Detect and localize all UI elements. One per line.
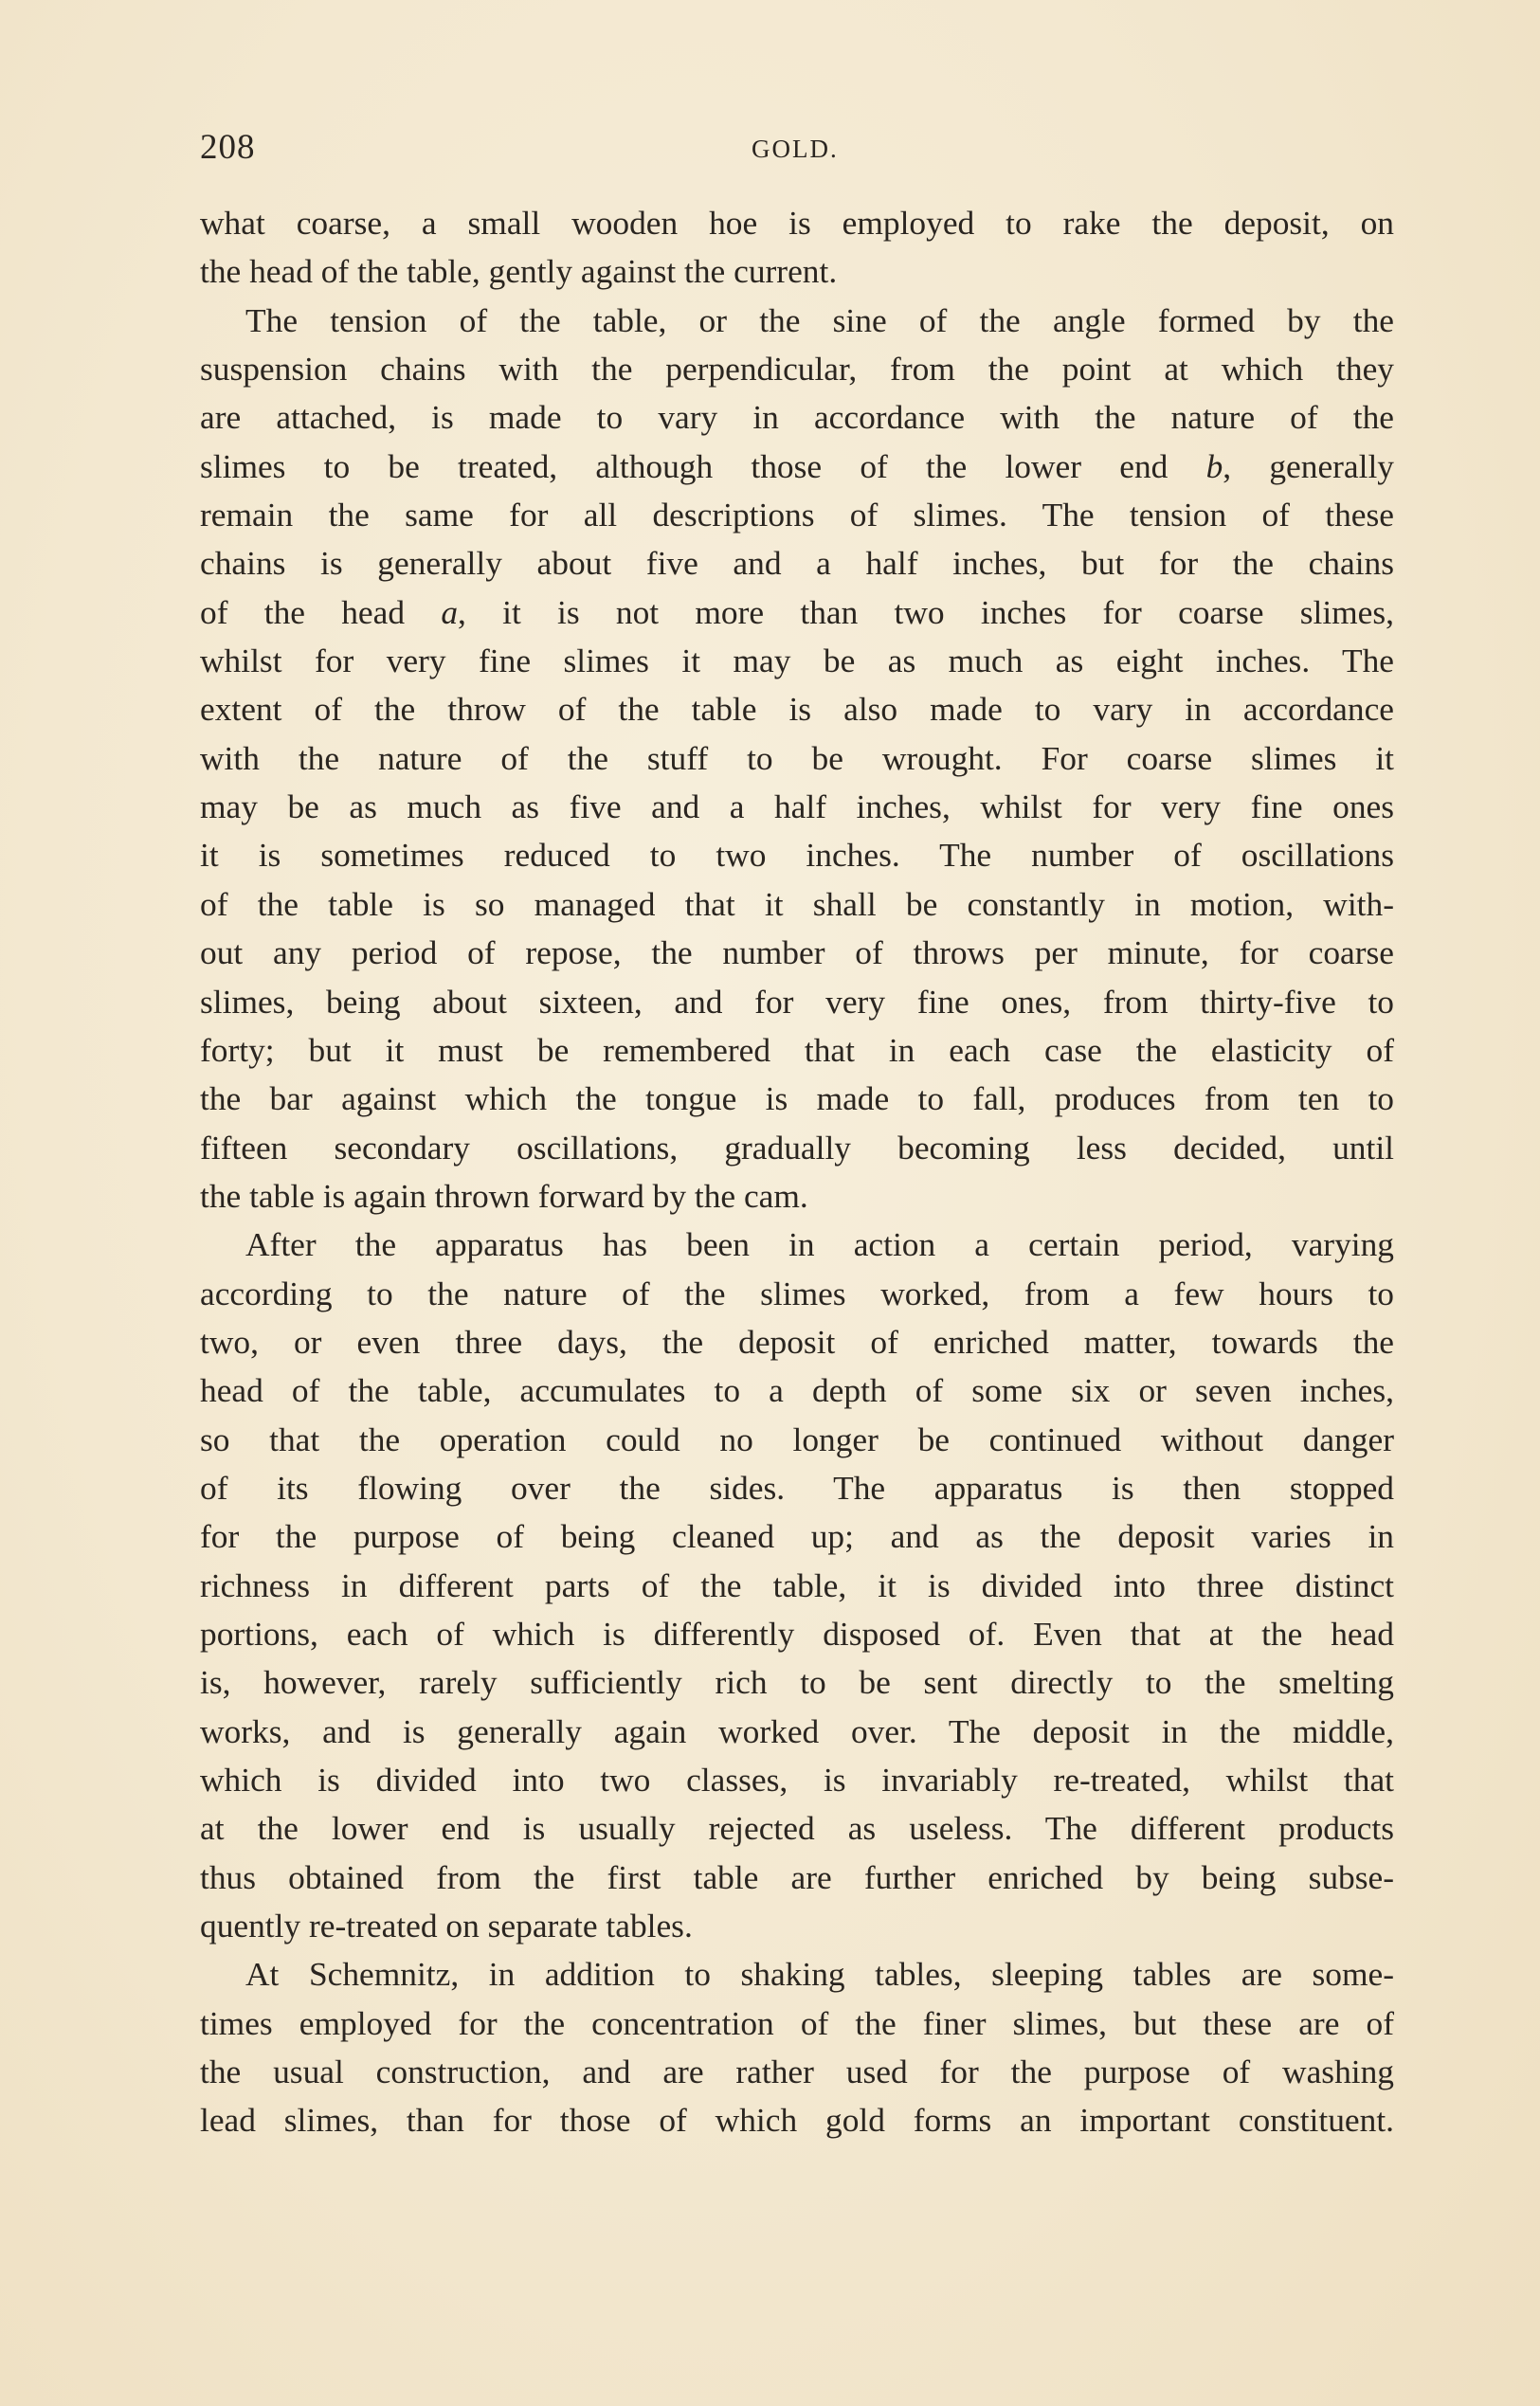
text-line: thus obtained from the first table are further enriched by being subse- [200,1857,1394,1896]
text-line: times employed for the concentration of the finer slimes, but these are of [200,2003,1394,2042]
text-line: with the nature of the stuff to be wrought. For coarse slimes it [200,738,1394,777]
text-line: whilst for very fine slimes it may be as much as eight inches. The [200,642,1394,680]
text-run: of the head [200,592,406,631]
text-line: which is divided into two classes, is invariably re-treated, whilst that [200,1761,1394,1799]
text-line: out any period of repose, the number of throws per minute, for coarse [200,933,1394,972]
text-line: of the table is so managed that it shall be constantly in motion, with- [200,884,1394,923]
page-header [200,127,1394,174]
text-line: is, however, rarely sufficiently rich to be sent directly to the smelting [200,1663,1394,1702]
text-line: slimes, being about sixteen, and for very fine ones, from thirty-five to [200,982,1394,1021]
text-line: may be as much as five and a half inches, whilst for very fine ones [200,787,1394,826]
text-line: portions, each of which is differently disposed of. Even that at the head [200,1614,1394,1653]
text-run: slimes to be treated, although those of the lower end [200,446,1169,485]
text-line: At Schemnitz, in addition to shaking tables, sleeping tables are some- [245,1955,1394,1994]
text-run: , it is not more than two inches for coarse slimes, [458,592,1395,631]
italic-letter: b [1205,446,1223,485]
text-line: the usual construction, and are rather used for the purpose of washing [200,2053,1394,2091]
text-line: are attached, is made to vary in accordance with the nature of the [200,398,1394,437]
text-line: remain the same for all descriptions of slimes. The tension of these [200,496,1394,534]
text-line [200,443,1394,491]
text-line: After the apparatus has been in action a certain period, varying [245,1225,1394,1264]
text-line: fifteen secondary oscillations, gradually becoming less decided, until [200,1128,1394,1167]
text-line: what coarse, a small wooden hoe is employed to rake the deposit, on [200,204,1394,242]
text-line: richness in different parts of the table, it is divided into three distinct [200,1565,1394,1604]
text-line: it is sometimes reduced to two inches. The number of oscillations [200,836,1394,875]
text-line: the bar against which the tongue is made to fall, produces from ten to [200,1079,1394,1118]
text-line: lead slimes, than for those of which gold forms an important constituent. [200,2101,1394,2140]
page-number: 208 [200,128,256,167]
text-line: forty; but it must be remembered that in each case the elasticity of [200,1030,1394,1069]
running-head: GOLD. [752,135,839,163]
text-line: of its flowing over the sides. The apparatus is then stopped [200,1468,1394,1507]
text-line: so that the operation could no longer be continued without danger [200,1420,1394,1458]
text-line: suspension chains with the perpendicular, from the point at which they [200,350,1394,389]
text-run: , generally [1223,446,1395,485]
text-line: at the lower end is usually rejected as useless. The different products [200,1809,1394,1848]
text-line: for the purpose of being cleaned up; and as the deposit varies in [200,1517,1394,1556]
text-line: works, and is generally again worked over. The deposit in the middle, [200,1711,1394,1750]
text-line: the head of the table, gently against the current. [200,252,838,291]
text-line: The tension of the table, or the sine of the angle formed by the [245,300,1394,339]
text-line: extent of the throw of the table is also made to vary in accordance [200,690,1394,729]
text-line: according to the nature of the slimes worked, from a few hours to [200,1274,1394,1312]
italic-letter: a [441,592,459,631]
text-line: head of the table, accumulates to a depth of some six or seven inches, [200,1371,1394,1410]
text-line [200,588,1394,637]
text-line: the table is again thrown forward by the cam. [200,1176,808,1215]
text-line: chains is generally about five and a half inches, but for the chains [200,544,1394,583]
body-text [200,199,1394,2145]
text-line: two, or even three days, the deposit of enriched matter, towards the [200,1322,1394,1361]
text-line: quently re-treated on separate tables. [200,1907,693,1945]
